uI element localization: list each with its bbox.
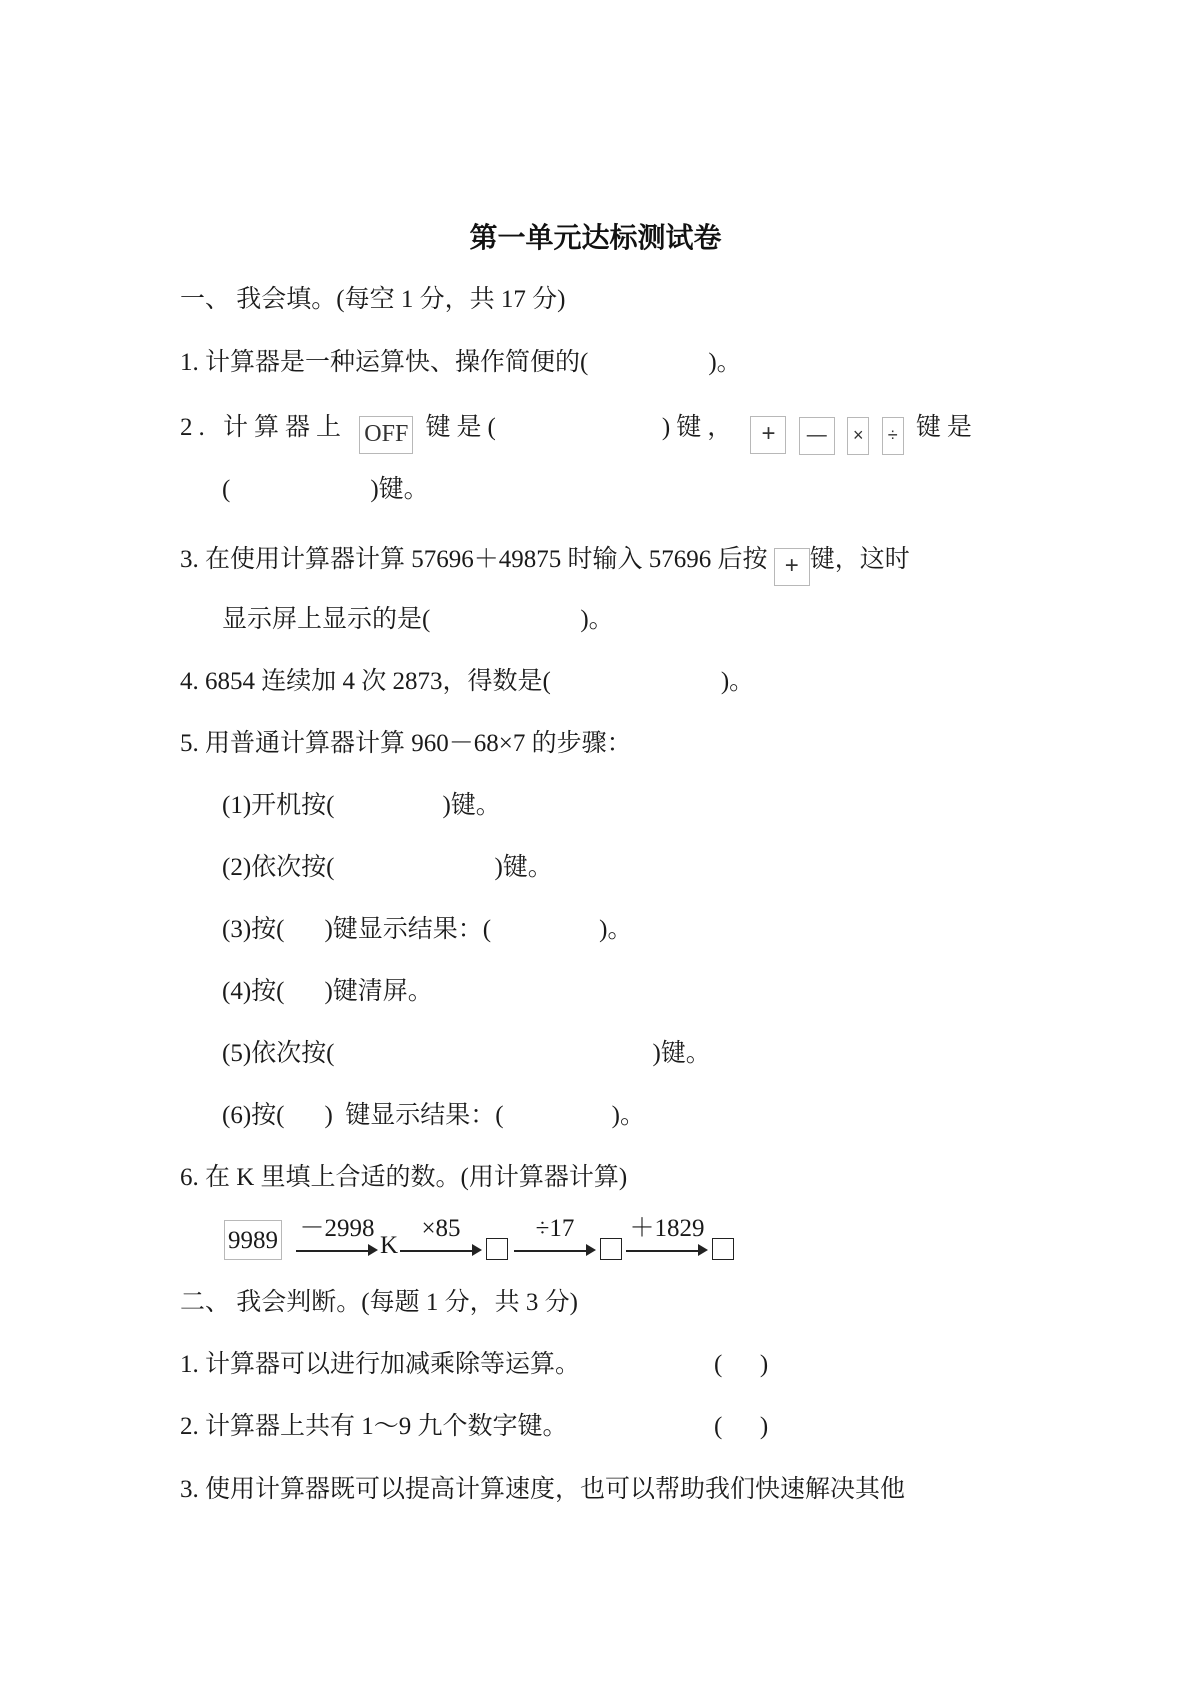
question-text: )键。 bbox=[370, 476, 429, 503]
divide-key-icon: ÷ bbox=[882, 417, 904, 455]
section-2-heading: 二、 我会判断。(每题 1 分，共 3 分) bbox=[180, 1289, 578, 1316]
judge-item-1 bbox=[180, 1350, 769, 1380]
step-text: ) 键显示结果：( bbox=[324, 1102, 504, 1129]
answer-paren[interactable]: ( ) bbox=[714, 1413, 769, 1440]
answer-box[interactable] bbox=[600, 1238, 622, 1260]
question-1-3 bbox=[180, 545, 910, 586]
question-1-1 bbox=[180, 348, 742, 378]
step-3 bbox=[222, 915, 632, 945]
arrow-right-icon bbox=[368, 1244, 378, 1256]
step-2 bbox=[222, 853, 553, 883]
operation-label: －2998 bbox=[299, 1215, 375, 1242]
step-text: )键。 bbox=[652, 1040, 711, 1067]
question-text: )。 bbox=[580, 606, 614, 633]
step-text: )。 bbox=[599, 916, 633, 943]
step-text: (2)依次按( bbox=[222, 854, 335, 881]
question-text-close: )。 bbox=[708, 349, 742, 376]
judge-item-3: 3. 使用计算器既可以提高计算速度，也可以帮助我们快速解决其他 bbox=[180, 1476, 906, 1503]
step-1 bbox=[222, 791, 501, 821]
section-1-heading: 一、 我会填。(每空 1 分，共 17 分) bbox=[180, 286, 566, 313]
step-text: (3)按( bbox=[222, 916, 285, 943]
plus-key-icon: + bbox=[750, 416, 786, 454]
question-1-2-line2 bbox=[222, 475, 429, 505]
step-text: (1)开机按( bbox=[222, 792, 335, 819]
question-text: 键是( bbox=[425, 414, 502, 441]
question-1-5: 5. 用普通计算器计算 960－68×7 的步骤： bbox=[180, 730, 632, 757]
question-text: 1. 计算器是一种运算快、操作简便的( bbox=[180, 349, 589, 376]
question-1-4 bbox=[180, 667, 754, 697]
question-text: 3. 在使用计算器计算 57696＋49875 时输入 57696 后按 bbox=[180, 546, 768, 573]
question-1-3-line2 bbox=[222, 605, 614, 635]
question-text: 4. 6854 连续加 4 次 2873，得数是( bbox=[180, 668, 551, 695]
answer-box[interactable] bbox=[712, 1238, 734, 1260]
step-text: (4)按( bbox=[222, 978, 285, 1005]
step-text: (5)依次按( bbox=[222, 1040, 335, 1067]
arrow-add bbox=[626, 1216, 708, 1266]
question-1-2 bbox=[180, 413, 978, 455]
step-4 bbox=[222, 977, 433, 1007]
step-6 bbox=[222, 1101, 645, 1131]
answer-paren[interactable]: ( ) bbox=[714, 1351, 769, 1378]
step-text: )键。 bbox=[494, 854, 553, 881]
question-text: 2. 计算器上 bbox=[180, 414, 348, 441]
k-label: K bbox=[380, 1232, 399, 1259]
arrow-divide bbox=[514, 1216, 596, 1266]
minus-key-icon: — bbox=[799, 417, 835, 455]
step-text: (6)按( bbox=[222, 1102, 285, 1129]
step-text: )键显示结果：( bbox=[324, 916, 492, 943]
question-text: )。 bbox=[720, 668, 755, 695]
arrow-right-icon bbox=[586, 1244, 596, 1256]
arrow-multiply bbox=[400, 1216, 482, 1266]
question-text: 1. 计算器可以进行加减乘除等运算。 bbox=[180, 1351, 581, 1378]
operation-label: ×85 bbox=[421, 1215, 461, 1242]
page-title: 第一单元达标测试卷 bbox=[469, 221, 722, 254]
question-text: 键，这时 bbox=[809, 546, 910, 573]
answer-box[interactable] bbox=[486, 1238, 508, 1260]
paren-open: ( bbox=[222, 476, 231, 503]
step-text: )键清屏。 bbox=[324, 978, 433, 1005]
step-text: )键。 bbox=[442, 792, 501, 819]
start-number-box: 9989 bbox=[224, 1220, 282, 1260]
question-text: 键是 bbox=[915, 414, 978, 441]
off-key-icon: OFF bbox=[359, 416, 413, 454]
arrow-subtract bbox=[296, 1216, 378, 1266]
plus-key-icon: + bbox=[774, 548, 810, 586]
arrow-right-icon bbox=[698, 1244, 708, 1256]
step-text: )。 bbox=[611, 1102, 645, 1129]
operation-label: ÷17 bbox=[535, 1215, 575, 1242]
judge-item-2 bbox=[180, 1412, 769, 1442]
operation-label: ＋1829 bbox=[629, 1215, 705, 1242]
multiply-key-icon: × bbox=[847, 417, 870, 455]
question-text: 2. 计算器上共有 1～9 九个数字键。 bbox=[180, 1413, 568, 1440]
step-5 bbox=[222, 1039, 711, 1069]
question-1-6: 6. 在 K 里填上合适的数。(用计算器计算) bbox=[180, 1164, 628, 1191]
question-text: 显示屏上显示的是( bbox=[222, 606, 431, 633]
question-text: )键， bbox=[661, 414, 739, 441]
arrow-right-icon bbox=[472, 1244, 482, 1256]
